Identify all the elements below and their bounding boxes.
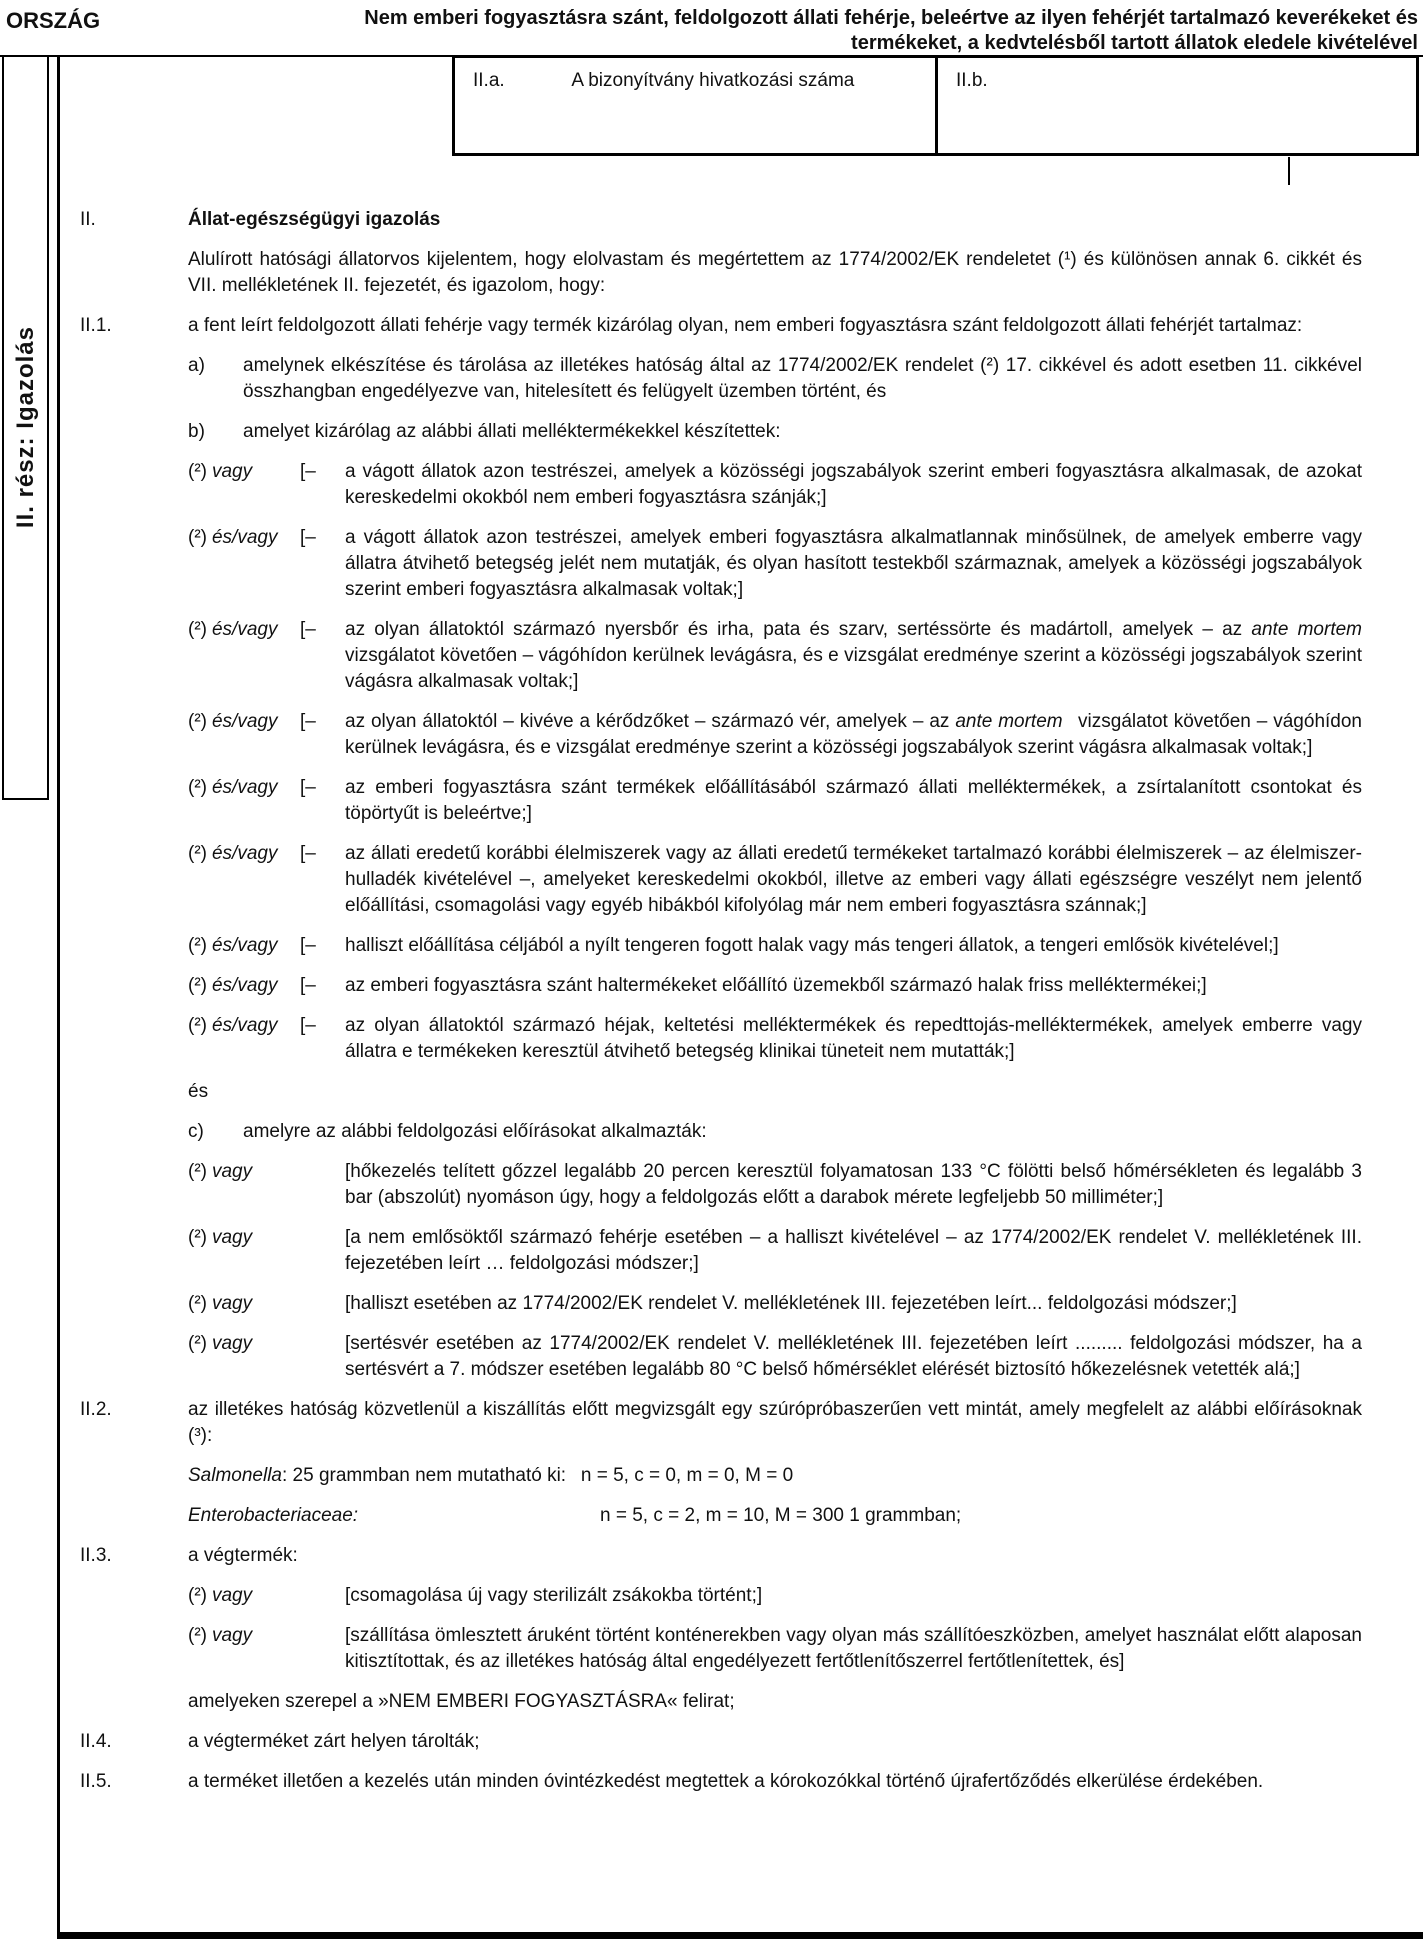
- and-connector-row: [80, 1079, 1362, 1105]
- clause-a: [80, 353, 1362, 405]
- open-bracket: [–: [300, 711, 316, 732]
- footnote-marker: (²): [188, 975, 207, 996]
- clause-ii1-text: a fent leírt feldolgozott állati fehérje vagy termék kizárólag olyan, nem emberi fogyasztásra szánt feldolgozott állati fehérjét tartalmaz:: [188, 315, 1303, 336]
- ii3-closing-row: [80, 1689, 1362, 1715]
- clause-ii2-number: II.2.: [80, 1399, 112, 1420]
- b-option-5-text: az emberi fogyasztásra szánt termékek előállításából származó állati melléktermékek, a zsírtalanított csontokat és töpörtyűt is beleértve;]: [345, 777, 1362, 824]
- b-option-8: [80, 973, 1362, 999]
- c-option-1: [80, 1159, 1362, 1211]
- open-bracket: [–: [300, 843, 316, 864]
- clause-ii3: [80, 1543, 1362, 1569]
- c-option-3-text: [halliszt esetében az 1774/2002/EK rendelet V. mellékletének III. fejezetében leírt... feldolgozási módszer;]: [345, 1293, 1237, 1314]
- ii3-option-1: [80, 1583, 1362, 1609]
- clause-c: [80, 1119, 1362, 1145]
- ii3-option-1-marker: (²) vagy: [188, 1585, 253, 1606]
- clause-b-number: b): [188, 421, 205, 442]
- b-option-4: [80, 709, 1362, 761]
- section-title: Állat-egészségügyi igazolás: [188, 209, 441, 230]
- reference-box: [452, 55, 1419, 156]
- b-option-1: [80, 459, 1362, 511]
- b-option-4-marker: (²) és/vagy: [188, 711, 278, 732]
- intro-row: [80, 247, 1362, 299]
- footnote-marker: (²): [188, 1227, 207, 1248]
- ii3-option-2-marker: (²) vagy: [188, 1625, 253, 1646]
- clause-ii3-number: II.3.: [80, 1545, 112, 1566]
- footnote-marker: (²): [188, 1161, 207, 1182]
- salmonella-criteria: Salmonella: 25 grammban nem mutatható ki: n = 5, c = 0, m = 0, M = 0: [188, 1465, 794, 1486]
- open-bracket: [–: [300, 935, 316, 956]
- clause-ii2-text: az illetékes hatóság közvetlenül a kiszállítás előtt megvizsgált egy szúrópróbaszerűen vett mintát, amely megfelelt az alábbi előírásoknak (³):: [188, 1399, 1362, 1446]
- clause-c-text: amelyre az alábbi feldolgozási előírásokat alkalmazták:: [243, 1121, 707, 1142]
- document-title-line2: termékeket, a kedvtelésből tartott állatok eledele kivételével: [851, 32, 1418, 54]
- open-bracket: [–: [300, 777, 316, 798]
- open-bracket: [–: [300, 527, 316, 548]
- open-bracket: [–: [300, 1015, 316, 1036]
- b-option-7: [80, 933, 1362, 959]
- b-option-2-marker: (²) és/vagy: [188, 527, 278, 548]
- b-option-5-marker: (²) és/vagy: [188, 777, 278, 798]
- clause-ii4: [80, 1729, 1362, 1755]
- b-option-7-marker: (²) és/vagy: [188, 935, 278, 956]
- clause-a-number: a): [188, 355, 205, 376]
- c-option-2-marker: (²) vagy: [188, 1227, 253, 1248]
- clause-b-text: amelyet kizárólag az alábbi állati melléktermékekkel készítettek:: [243, 421, 781, 442]
- clause-b: [80, 419, 1362, 445]
- b-option-9-marker: (²) és/vagy: [188, 1015, 278, 1036]
- content-left-border: [57, 55, 60, 1939]
- section-heading-row: [80, 207, 1362, 233]
- clause-ii2: [80, 1397, 1362, 1449]
- c-option-2-text: [a nem emlősöktől származó fehérje esetében – a halliszt kivételével – az 1774/2002/EK rendelet V. mellékletének III. fejezetében leírt … feldolgozási módszer;]: [345, 1227, 1362, 1274]
- clause-ii5-number: II.5.: [80, 1771, 112, 1792]
- ii3-option-2-text: [szállítása ömlesztett áruként történt konténerekben vagy olyan más szállítóeszközben, amelyet használat előtt alaposan kitisztítottak, és az illetékes hatóság által engedélyezett fertőtlenítőszerrel fertőtlenítettek, és]: [345, 1625, 1362, 1672]
- b-option-3: [80, 617, 1362, 695]
- open-bracket: [–: [300, 975, 316, 996]
- salmonella-row: [80, 1463, 1362, 1489]
- footnote-marker: (²): [188, 711, 207, 732]
- clause-a-text: amelynek elkészítése és tárolása az illetékes hatóság által az 1774/2002/EK rendelet (²) 17. cikkével és adott esetben 11. cikkével összhangban engedélyezve van, hitelesített és felügyelt üzemben történt, és: [243, 355, 1362, 402]
- country-label: ORSZÁG: [6, 8, 101, 33]
- footnote-marker: (²): [188, 843, 207, 864]
- b-option-8-marker: (²) és/vagy: [188, 975, 278, 996]
- b-option-9: [80, 1013, 1362, 1065]
- b-option-4-text: az olyan állatoktól – kivéve a kérődzőket – származó vér, amelyek – az ante mortem vizsgálatot követően – vágóhídon kerülnek levágásra, és e vizsgálat eredménye szerint a közösségi jogszabályok szerint vágásra alkalmasak voltak;]: [345, 711, 1362, 758]
- clause-ii1-number: II.1.: [80, 315, 112, 336]
- c-option-2: [80, 1225, 1362, 1277]
- document-title: [288, 6, 1418, 56]
- footnote-marker: (²): [188, 1333, 207, 1354]
- c-option-4-marker: (²) vagy: [188, 1333, 253, 1354]
- iib-label: II.b.: [956, 70, 988, 91]
- ii3-option-2: [80, 1623, 1362, 1675]
- c-option-1-text: [hőkezelés telített gőzzel legalább 20 percen keresztül folyamatosan 133 °C fölötti belső hőmérsékleten és legalább 3 bar (abszolút) nyomáson úgy, hogy a feldolgozás előtt a darabok mérete legfeljebb 50 milliméter;]: [345, 1161, 1362, 1208]
- b-option-7-text: halliszt előállítása céljából a nyílt tengeren fogott halak vagy más tengeri állatok, a tengeri emlősök kivételével;]: [345, 935, 1279, 956]
- footnote-marker: (²): [188, 777, 207, 798]
- iia-title: A bizonyítvány hivatkozási száma: [571, 70, 855, 91]
- certification-body: [80, 207, 1362, 1809]
- footnote-marker: (²): [188, 619, 207, 640]
- clause-ii5-text: a terméket illetően a kezelés után minden óvintézkedést megtettek a kórokozókkal történő újrafertőződés elkerülése érdekében.: [188, 1771, 1264, 1792]
- ii3-closing-text: amelyeken szerepel a »NEM EMBERI FOGYASZTÁSRA« felirat;: [188, 1691, 735, 1712]
- clause-ii3-text: a végtermék:: [188, 1545, 298, 1566]
- open-bracket: [–: [300, 619, 316, 640]
- footnote-marker: (²): [188, 1293, 207, 1314]
- footnote-marker: (²): [188, 527, 207, 548]
- clause-ii4-number: II.4.: [80, 1731, 112, 1752]
- b-option-8-text: az emberi fogyasztásra szánt haltermékeket előállító üzemekből származó halak friss melléktermékei;]: [345, 975, 1207, 996]
- b-option-1-text: a vágott állatok azon testrészei, amelyek a közösségi jogszabályok szerint emberi fogyasztásra alkalmasak, de azokat kereskedelmi okokból nem emberi fogyasztásra szánják;]: [345, 461, 1362, 508]
- reference-cell-iib: [938, 58, 1416, 153]
- b-option-6-marker: (²) és/vagy: [188, 843, 278, 864]
- and-connector: és: [188, 1081, 209, 1102]
- b-option-5: [80, 775, 1362, 827]
- footnote-marker: (²): [188, 1015, 207, 1036]
- footnote-marker: (²): [188, 1585, 207, 1606]
- c-option-4: [80, 1331, 1362, 1383]
- footnote-marker: (²): [188, 1625, 207, 1646]
- enterobacteriaceae-criteria: n = 5, c = 2, m = 10, M = 300 1 grammban;: [600, 1505, 962, 1526]
- c-option-1-marker: (²) vagy: [188, 1161, 253, 1182]
- b-option-9-text: az olyan állatoktól származó héjak, keltetési melléktermékek és repedttojás-melléktermékek, amelyek emberre vagy állatra e termékeken keresztül átvihető betegség klinikai tüneteit nem mutatták;]: [345, 1015, 1362, 1062]
- open-bracket: [–: [300, 461, 316, 482]
- clause-c-number: c): [188, 1121, 204, 1142]
- b-option-6: [80, 841, 1362, 919]
- part-label: II. rész: Igazolás: [11, 326, 39, 529]
- b-option-3-marker: (²) és/vagy: [188, 619, 278, 640]
- b-option-2: [80, 525, 1362, 603]
- iia-label: II.a.: [473, 70, 505, 91]
- c-option-4-text: [sertésvér esetében az 1774/2002/EK rendelet V. mellékletének III. fejezetében leírt ......... feldolgozási módszer, ha a sertésvért a 7. módszer esetében legalább 80 °C belső hőmérséklet elérését biztosító hőkezelésnek vetették alá;]: [345, 1333, 1362, 1380]
- enterobacteriaceae-row: [80, 1503, 1362, 1529]
- b-option-2-text: a vágott állatok azon testrészei, amelyek emberi fogyasztásra alkalmatlannak minősülnek, de amelyek emberre vagy állatra átvihető betegség jelét nem mutatják, és olyan hasított testekből származnak, amelyek a közösségi jogszabályok szerint emberi fogyasztásra alkalmasak voltak;]: [345, 527, 1362, 600]
- ii3-option-1-text: [csomagolása új vagy sterilizált zsákokba történt;]: [345, 1585, 763, 1606]
- reference-cell-iia: [455, 58, 938, 153]
- clause-ii5: [80, 1769, 1362, 1795]
- cell-divider-tick: [1288, 157, 1290, 185]
- part-sidebar: [2, 57, 49, 800]
- footnote-marker: (²): [188, 935, 207, 956]
- b-option-3-text: az olyan állatoktól származó nyersbőr és irha, pata és szarv, sertéssörte és madártoll, amelyek – az ante mortem vizsgálatot követően – vágóhídon kerülnek levágásra, és e vizsgálat eredménye szerint a közösségi jogszabályok szerint vágásra alkalmasak voltak;]: [345, 619, 1362, 692]
- c-option-3: [80, 1291, 1362, 1317]
- enterobacteriaceae-label: Enterobacteriaceae:: [188, 1505, 359, 1526]
- b-option-1-marker: (²) vagy: [188, 461, 253, 482]
- c-option-3-marker: (²) vagy: [188, 1293, 253, 1314]
- footnote-marker: (²): [188, 461, 207, 482]
- b-option-6-text: az állati eredetű korábbi élelmiszerek vagy az állati eredetű termékeket tartalmazó korábbi élelmiszerek – az élelmiszer-hulladék kivételével –, amelyeket kereskedelmi okokból, illetve az emberi vagy állati egészségre veszélyt nem jelentő előállítási, csomagolási vagy egyéb hibákból kifolyólag már nem emberi fogyasztásra szánnak;]: [345, 843, 1362, 916]
- document-title-line1: Nem emberi fogyasztásra szánt, feldolgozott állati fehérje, beleértve az ilyen fehérjét tartalmazó keverékeket és: [364, 7, 1418, 29]
- section-number: II.: [80, 209, 96, 230]
- intro-paragraph: Alulírott hatósági állatorvos kijelentem, hogy elolvastam és megértettem az 1774/2002/EK rendeletet (¹) és különösen annak 6. cikkét és VII. mellékletének II. fejezetét, és igazolom, hogy:: [188, 249, 1362, 296]
- clause-ii1: [80, 313, 1362, 339]
- bottom-divider: [57, 1932, 1423, 1939]
- clause-ii4-text: a végterméket zárt helyen tárolták;: [188, 1731, 480, 1752]
